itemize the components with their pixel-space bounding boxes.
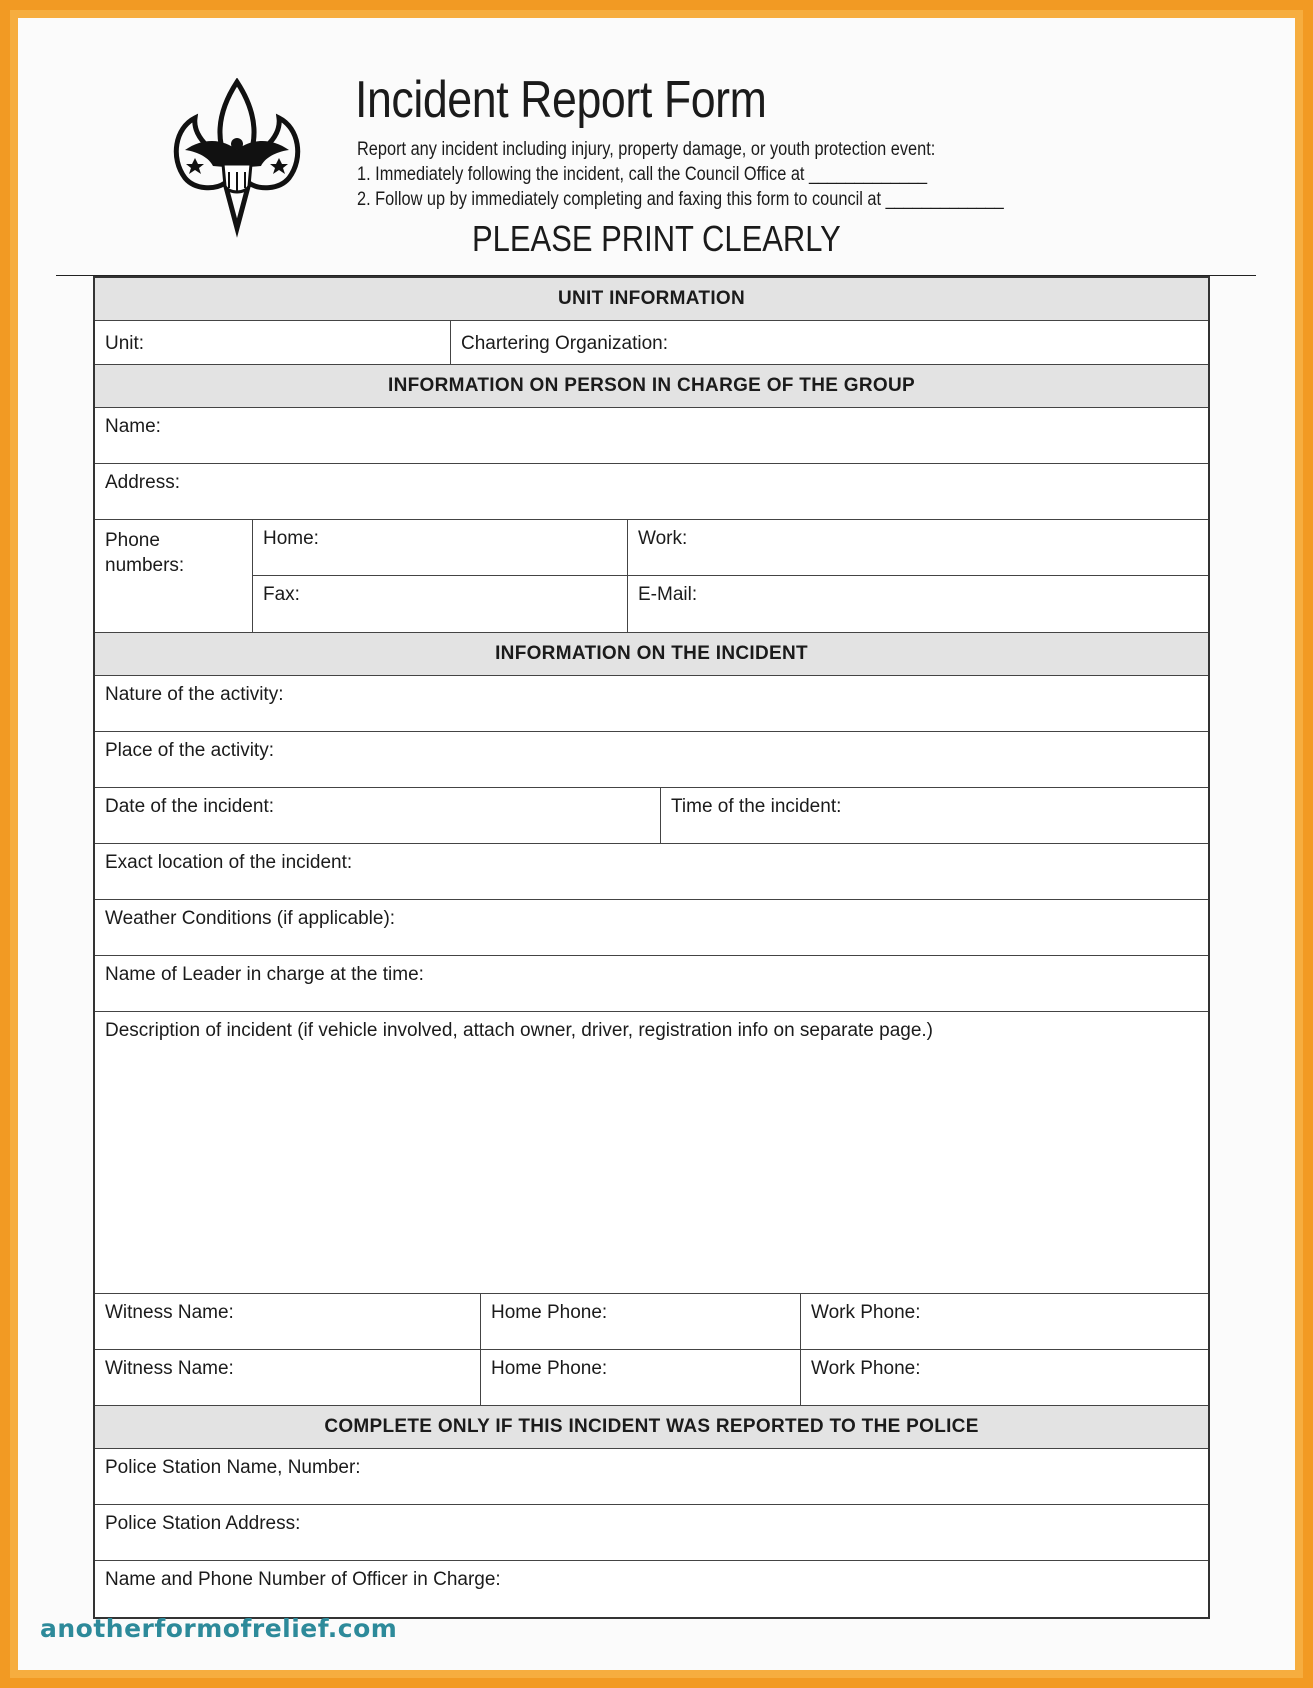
phone-numbers-label: Phone numbers:: [95, 520, 253, 632]
witness-work-phone-field[interactable]: Work Phone:: [811, 1302, 921, 1323]
leader-in-charge-field[interactable]: Name of Leader in charge at the time:: [105, 964, 424, 985]
incident-time-field[interactable]: Time of the incident:: [671, 796, 842, 817]
work-phone-field[interactable]: Work:: [638, 528, 688, 549]
incident-section-header: INFORMATION ON THE INCIDENT: [95, 633, 1208, 676]
nature-row: [95, 676, 1208, 732]
date-time-row: [95, 788, 1208, 844]
name-row: [95, 408, 1208, 464]
police-address-row: [95, 1505, 1208, 1561]
chartering-org-field[interactable]: Chartering Organization:: [461, 333, 668, 354]
form-title: Incident Report Form: [355, 71, 767, 129]
print-notice-text: PLEASE PRINT CLEARLY: [472, 218, 841, 259]
officer-row: [95, 1561, 1208, 1617]
incident-date-field[interactable]: Date of the incident:: [95, 788, 661, 843]
exact-location-field[interactable]: Exact location of the incident:: [105, 852, 353, 873]
address-field[interactable]: Address:: [105, 472, 180, 493]
unit-row: [95, 321, 1208, 365]
weather-row: [95, 900, 1208, 956]
witness-home-phone-field[interactable]: Home Phone:: [481, 1294, 801, 1349]
description-row: [95, 1012, 1208, 1294]
unit-field[interactable]: Unit:: [95, 321, 451, 364]
leader-row: [95, 956, 1208, 1012]
fax-field[interactable]: Fax:: [253, 576, 628, 632]
email-field[interactable]: E-Mail:: [638, 584, 698, 605]
phone-numbers-block: [95, 520, 1208, 633]
phone-row: [253, 520, 1208, 576]
witness-name-field[interactable]: Witness Name:: [95, 1294, 481, 1349]
intro-line: 2. Follow up by immediately completing and faxing this form to council at _____________: [357, 189, 1004, 210]
intro-line: 1. Immediately following the incident, call the Council Office at _____________: [357, 164, 928, 185]
police-station-address-field[interactable]: Police Station Address:: [105, 1513, 301, 1534]
scout-emblem-logo: [165, 78, 310, 238]
phone-row: [253, 576, 1208, 632]
unit-section-header: UNIT INFORMATION: [95, 278, 1208, 321]
witness-home-phone-field[interactable]: Home Phone:: [481, 1350, 801, 1405]
home-phone-field[interactable]: Home:: [253, 520, 628, 575]
address-row: [95, 464, 1208, 520]
person-section-header: INFORMATION ON PERSON IN CHARGE OF THE GROUP: [95, 365, 1208, 408]
phone-grid: [253, 520, 1208, 632]
weather-conditions-field[interactable]: Weather Conditions (if applicable):: [105, 908, 396, 929]
print-notice: [0, 218, 1313, 260]
incident-description-field[interactable]: Description of incident (if vehicle involved, attach owner, driver, registration info on separate page.): [105, 1020, 934, 1041]
officer-in-charge-field[interactable]: Name and Phone Number of Officer in Charge:: [105, 1569, 501, 1590]
nature-of-activity-field[interactable]: Nature of the activity:: [105, 684, 284, 705]
site-watermark: anotherformofrelief.com: [40, 1614, 398, 1643]
police-section-header: COMPLETE ONLY IF THIS INCIDENT WAS REPORTED TO THE POLICE: [95, 1406, 1208, 1449]
witness-row: [95, 1294, 1208, 1350]
place-of-activity-field[interactable]: Place of the activity:: [105, 740, 274, 761]
place-row: [95, 732, 1208, 788]
witness-work-phone-field[interactable]: Work Phone:: [811, 1358, 921, 1379]
name-field[interactable]: Name:: [105, 416, 161, 437]
witness-row: [95, 1350, 1208, 1406]
intro-line: Report any incident including injury, property damage, or youth protection event:: [357, 139, 936, 160]
police-station-row: [95, 1449, 1208, 1505]
location-row: [95, 844, 1208, 900]
witness-name-field[interactable]: Witness Name:: [95, 1350, 481, 1405]
incident-form-table: [93, 276, 1210, 1619]
police-station-name-field[interactable]: Police Station Name, Number:: [105, 1457, 361, 1478]
form-instructions: [357, 137, 1004, 212]
